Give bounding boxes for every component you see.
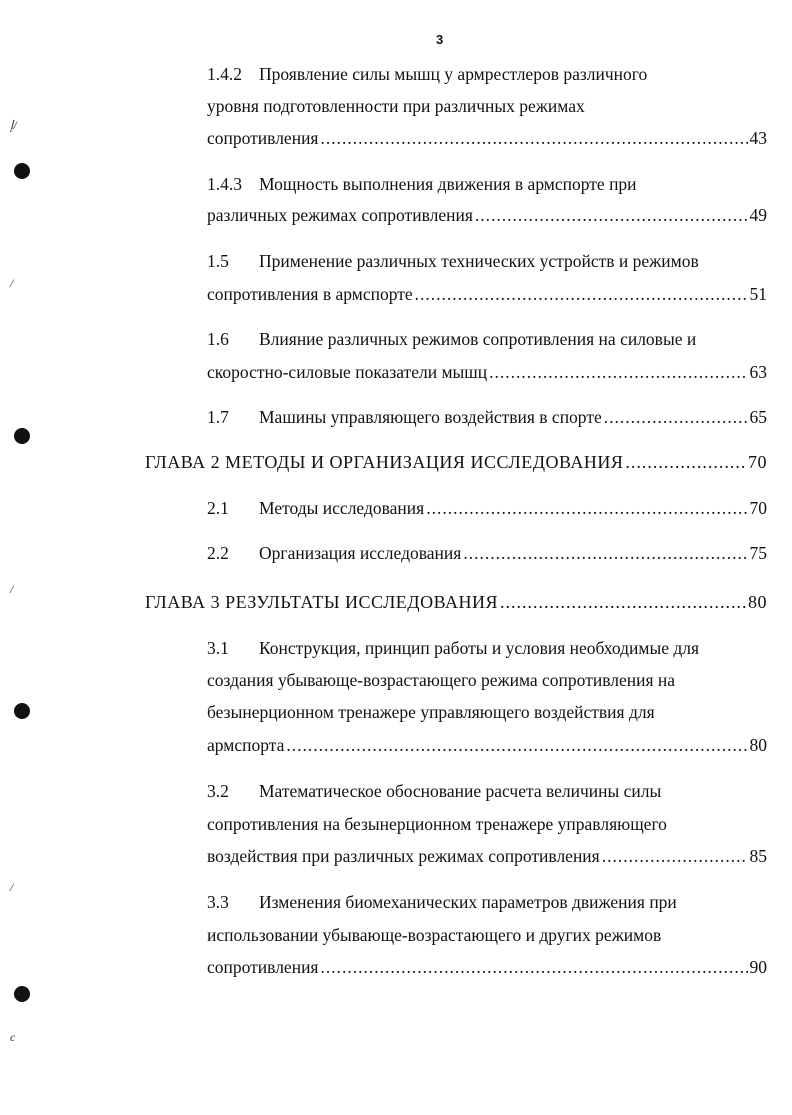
page-ref: 43 [749, 128, 767, 148]
entry-title: сопротивления [207, 128, 319, 148]
toc-entry-line [207, 250, 767, 272]
leader-dots [604, 406, 748, 428]
page-ref: 75 [749, 543, 767, 563]
scan-mark: / [10, 880, 14, 894]
toc-entry-line [207, 173, 767, 195]
toc-entry-line [207, 780, 767, 802]
toc-entry-line [207, 63, 767, 85]
entry-title: создания убывающе-возрастающего режима сопротивления на [207, 670, 676, 690]
entry-title: использовании убывающе-возрастающего и других режимов [207, 925, 662, 945]
toc-entry-line [207, 542, 767, 564]
entry-title: Конструкция, принцип работы и условия необходимые для [259, 638, 700, 658]
leader-dots [320, 127, 747, 149]
toc-chapter-row [145, 591, 767, 613]
scan-mark: / [10, 582, 14, 596]
page-ref: 49 [749, 205, 767, 225]
leader-dots [625, 451, 746, 473]
toc-entry-line [207, 328, 767, 350]
section-number: 2.2 [207, 543, 229, 563]
section-number: 1.7 [207, 407, 229, 427]
leader-dots [415, 283, 748, 305]
binder-hole [14, 986, 30, 1002]
toc-entry-line [207, 734, 767, 756]
section-number: 2.1 [207, 498, 229, 518]
entry-title: Мощность выполнения движения в армспорте при [259, 174, 637, 194]
leader-dots [500, 591, 746, 613]
toc-entry-line [207, 845, 767, 867]
page-ref: 80 [749, 735, 767, 755]
section-number: 3.1 [207, 638, 229, 658]
binder-hole [14, 428, 30, 444]
leader-dots [320, 956, 747, 978]
chapter-title: ГЛАВА 3 РЕЗУЛЬТАТЫ ИССЛЕДОВАНИЯ [145, 592, 498, 612]
toc-entry-line [207, 924, 767, 946]
page-ref: 70 [748, 452, 767, 472]
binder-hole [14, 163, 30, 179]
toc-entry-line [207, 669, 767, 691]
page-ref: 63 [749, 362, 767, 382]
section-number: 1.4.2 [207, 64, 242, 84]
entry-title: сопротивления в армспорте [207, 284, 413, 304]
toc-entry-line [207, 956, 767, 978]
chapter-title: ГЛАВА 2 МЕТОДЫ И ОРГАНИЗАЦИЯ ИССЛЕДОВАНИЯ [145, 452, 624, 472]
toc-entry-line [207, 283, 767, 305]
entry-title: Машины управляющего воздействия в спорте [259, 407, 602, 427]
leader-dots [602, 845, 748, 867]
toc-entry-line [207, 497, 767, 519]
entry-title: сопротивления на безынерционном тренажере управляющего [207, 814, 667, 834]
entry-title: Организация исследования [259, 543, 462, 563]
entry-title: различных режимах сопротивления [207, 205, 473, 225]
leader-dots [463, 542, 747, 564]
leader-dots [426, 497, 747, 519]
page-ref: 70 [749, 498, 767, 518]
section-number: 1.5 [207, 251, 229, 271]
toc-entry-line [207, 204, 767, 226]
leader-dots [489, 361, 747, 383]
entry-title: Математическое обоснование расчета величины силы [259, 781, 662, 801]
entry-title: воздействия при различных режимах сопротивления [207, 846, 600, 866]
entry-title: армспорта [207, 735, 285, 755]
scan-mark: c [10, 1030, 16, 1044]
toc-entry-line [207, 813, 767, 835]
section-number: 1.4.3 [207, 174, 242, 194]
toc-entry-line [207, 95, 767, 117]
entry-title: скоростно-силовые показатели мышц [207, 362, 488, 382]
toc-entry-line [207, 361, 767, 383]
leader-dots [475, 204, 748, 226]
entry-title: Методы исследования [259, 498, 425, 518]
page-ref: 85 [749, 846, 767, 866]
leader-dots [286, 734, 747, 756]
scan-mark: ﺇ/ [10, 118, 17, 132]
entry-title: уровня подготовленности при различных режимах [207, 96, 585, 116]
toc-entry-line [207, 406, 767, 428]
scan-mark: / [10, 276, 14, 290]
toc-entry-line [207, 637, 767, 659]
toc-chapter-row [145, 451, 767, 473]
entry-title: Применение различных технических устройств и режимов [259, 251, 699, 271]
page-number: 3 [436, 32, 444, 47]
entry-title: Влияние различных режимов сопротивления на силовые и [259, 329, 697, 349]
page-ref: 51 [749, 284, 767, 304]
toc-entry-line [207, 701, 767, 723]
entry-title: Изменения биомеханических параметров движения при [259, 892, 677, 912]
section-number: 3.3 [207, 892, 229, 912]
entry-title: Проявление силы мышц у армрестлеров различного [259, 64, 648, 84]
section-number: 1.6 [207, 329, 229, 349]
binder-hole [14, 703, 30, 719]
toc-entry-line [207, 891, 767, 913]
toc-entry-line [207, 127, 767, 149]
entry-title: безынерционном тренажере управляющего воздействия для [207, 702, 655, 722]
page-ref: 90 [749, 957, 767, 977]
page-ref: 65 [749, 407, 767, 427]
page-ref: 80 [748, 592, 767, 612]
entry-title: сопротивления [207, 957, 319, 977]
section-number: 3.2 [207, 781, 229, 801]
